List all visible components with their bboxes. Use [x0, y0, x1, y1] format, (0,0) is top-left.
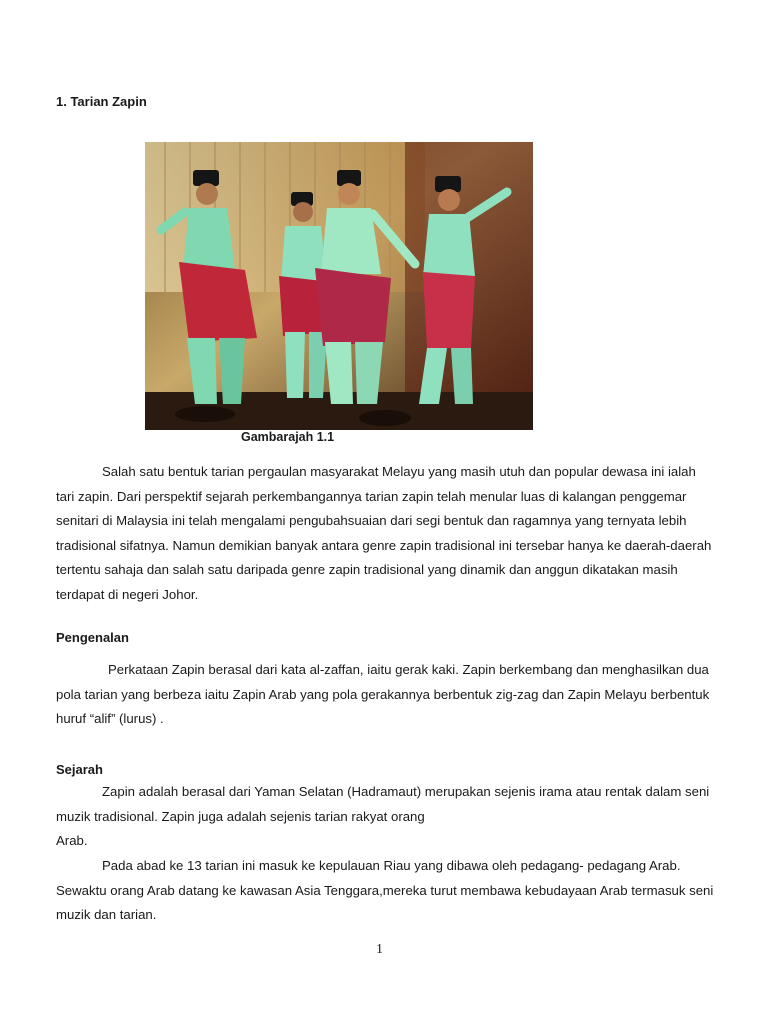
sejarah-paragraph-1-main: Zapin adalah berasal dari Yaman Selatan (Hadramaut) merupakan sejenis irama atau rentak dalam seni muzik tradisional. Zapin juga adalah sejenis tarian rakyat orang [56, 784, 710, 824]
page-number: 1 [376, 942, 383, 957]
sejarah-heading: Sejarah [56, 762, 103, 777]
sejarah-paragraph-1 [56, 780, 716, 854]
sejarah-paragraph-2: Pada abad ke 13 tarian ini masuk ke kepulauan Riau yang dibawa oleh pedagang- pedagang Arab. Sewaktu orang Arab datang ke kawasan Asia Tenggara,mereka turut membawa kebudayaan Arab termasuk seni muzik dan tarian. [56, 858, 714, 922]
zapin-dancers-photo [145, 142, 533, 430]
pengenalan-paragraph: Perkataan Zapin berasal dari kata al-zaffan, iaitu gerak kaki. Zapin berkembang dan menghasilkan dua pola tarian yang berbeza iaitu Zapin Arab yang pola gerakannya berbentuk zig-zag dan Zapin Melayu berbentuk huruf “alif” (lurus) . [56, 662, 710, 726]
figure-caption: Gambarajah 1.1 [241, 430, 335, 444]
section-title: 1. Tarian Zapin [56, 94, 147, 109]
intro-paragraph: Salah satu bentuk tarian pergaulan masyarakat Melayu yang masih utuh dan popular dewasa ini ialah tari zapin. Dari perspektif sejarah perkembangannya tarian zapin telah menular luas di kalangan penggemar senitari di Malaysia ini telah mengalami pengubahsuaian dari segi bentuk dan ragamnya yang ternyata lebih tradisional sifatnya. Namun demikian banyak antara genre zapin tradisional ini tersebar hanya ke daerah-daerah tertentu sahaja dan salah satu daripada genre zapin tradisional yang dinamik dan anggun dikatakan masih terdapat di negeri Johor. [56, 464, 712, 602]
sejarah-paragraph-1-tail: Arab. [56, 833, 88, 848]
pengenalan-heading: Pengenalan [56, 630, 129, 645]
